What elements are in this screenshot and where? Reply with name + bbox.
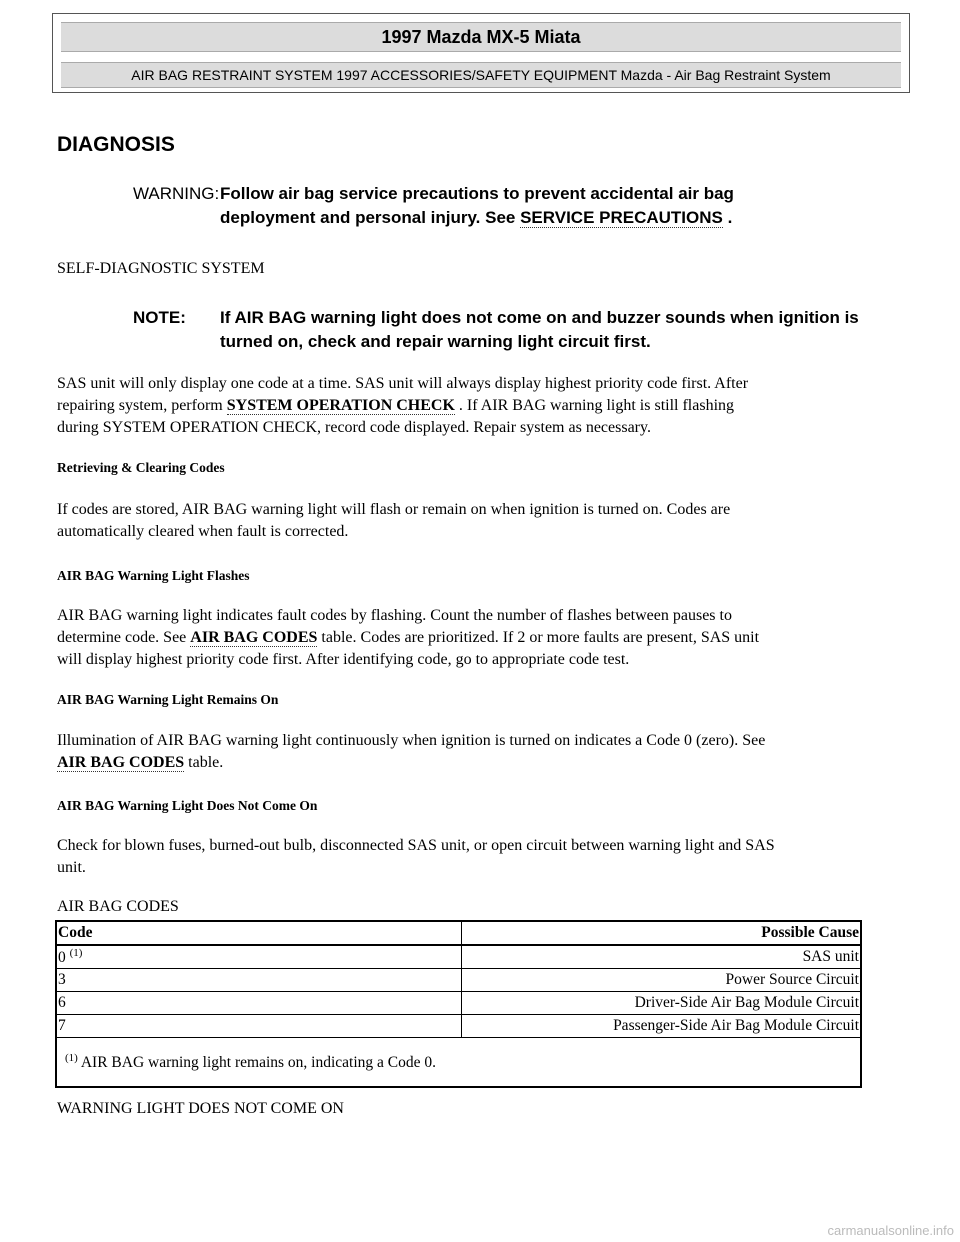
note-label: NOTE: xyxy=(133,308,186,327)
self-diagnostic-heading: SELF-DIAGNOSTIC SYSTEM xyxy=(57,260,265,277)
warning-line-2-pre: deployment and personal injury. See xyxy=(220,208,521,227)
cause-cell: Power Source Circuit xyxy=(462,969,862,992)
footnote-marker: (1) xyxy=(69,946,83,959)
flashes-paragraph xyxy=(57,605,759,671)
retrieving-heading: Retrieving & Clearing Codes xyxy=(57,460,225,475)
table-header-row xyxy=(56,921,861,945)
warning-label: WARNING: xyxy=(133,184,220,203)
not-come-on-line-2: unit. xyxy=(57,859,86,876)
remains-on-line-2-post: table. xyxy=(184,754,224,771)
warning-line-2 xyxy=(220,206,734,230)
section-heading: DIAGNOSIS xyxy=(57,133,175,156)
remains-on-heading: AIR BAG Warning Light Remains On xyxy=(57,692,279,707)
flashes-line-2-post: table. Codes are prioritized. If 2 or more faults are present, SAS unit xyxy=(317,629,760,646)
code-cell: 7 xyxy=(56,1015,462,1038)
footnote-text: AIR BAG warning light remains on, indicating a Code 0. xyxy=(77,1054,437,1072)
code-cell: 3 xyxy=(56,969,462,992)
flashes-line-1: AIR BAG warning light indicates fault codes by flashing. Count the number of flashes between pauses to xyxy=(57,607,732,624)
flashes-line-2-pre: determine code. See xyxy=(57,629,191,646)
service-precautions-link[interactable]: SERVICE PRECAUTIONS xyxy=(520,208,723,227)
code-cell: 6 xyxy=(56,992,462,1015)
flashes-line-2 xyxy=(57,627,759,649)
table-footnote-row xyxy=(56,1038,861,1088)
cause-cell: SAS unit xyxy=(462,945,862,969)
table-row xyxy=(56,969,861,992)
retrieving-line-2: automatically cleared when fault is corrected. xyxy=(57,523,349,540)
air-bag-codes-link-2[interactable]: AIR BAG CODES xyxy=(57,754,185,771)
code-value: 0 xyxy=(58,949,66,967)
remains-on-paragraph xyxy=(57,730,765,774)
page-header xyxy=(52,13,910,93)
retrieving-paragraph xyxy=(57,499,730,543)
note-line-2: turned on, check and repair warning light circuit first. xyxy=(220,332,651,351)
air-bag-codes-heading: AIR BAG CODES xyxy=(57,898,179,915)
flashes-line-3: will display highest priority code first. After identifying code, go to appropriate code test. xyxy=(57,651,630,668)
note-line-1: If AIR BAG warning light does not come on and buzzer sounds when ignition is xyxy=(220,308,859,327)
sas-line-2 xyxy=(57,395,748,417)
sas-line-3: during SYSTEM OPERATION CHECK, record code displayed. Repair system as necessary. xyxy=(57,419,651,436)
warning-line-1: Follow air bag service precautions to prevent accidental air bag xyxy=(220,184,734,203)
warning-text xyxy=(220,182,734,230)
code-cell xyxy=(56,945,462,969)
not-come-on-line-1: Check for blown fuses, burned-out bulb, disconnected SAS unit, or open circuit between warning light and SAS xyxy=(57,837,775,854)
column-header-code: Code xyxy=(56,921,462,945)
air-bag-codes-table xyxy=(55,920,862,1088)
cause-cell: Driver-Side Air Bag Module Circuit xyxy=(462,992,862,1015)
table-row xyxy=(56,945,861,969)
table-row xyxy=(56,1015,861,1038)
footnote-cell xyxy=(56,1038,861,1088)
system-operation-check-link[interactable]: SYSTEM OPERATION CHECK xyxy=(226,397,455,414)
column-header-cause: Possible Cause xyxy=(462,921,862,945)
cause-cell: Passenger-Side Air Bag Module Circuit xyxy=(462,1015,862,1038)
air-bag-codes-link[interactable]: AIR BAG CODES xyxy=(190,629,318,646)
not-come-on-heading: AIR BAG Warning Light Does Not Come On xyxy=(57,798,318,813)
flashes-heading: AIR BAG Warning Light Flashes xyxy=(57,568,250,583)
not-come-on-paragraph xyxy=(57,835,775,879)
watermark: carmanualsonline.info xyxy=(827,1223,954,1238)
sas-line-1: SAS unit will only display one code at a time. SAS unit will always display highest priority code first. After xyxy=(57,375,749,392)
warning-light-heading: WARNING LIGHT DOES NOT COME ON xyxy=(57,1100,344,1117)
manual-title: 1997 Mazda MX-5 Miata xyxy=(61,22,901,52)
sas-paragraph xyxy=(57,373,748,439)
table-row xyxy=(56,992,861,1015)
warning-line-2-post: . xyxy=(722,208,733,227)
remains-on-line-2 xyxy=(57,752,765,774)
note-text xyxy=(220,306,859,354)
footnote-sup: (1) xyxy=(65,1051,78,1064)
manual-subtitle: AIR BAG RESTRAINT SYSTEM 1997 ACCESSORIES/SAFETY EQUIPMENT Mazda - Air Bag Restraint System xyxy=(61,62,901,88)
sas-line-2-post: . If AIR BAG warning light is still flashing xyxy=(454,397,735,414)
retrieving-line-1: If codes are stored, AIR BAG warning light will flash or remain on when ignition is turned on. Codes are xyxy=(57,501,731,518)
remains-on-line-1: Illumination of AIR BAG warning light continuously when ignition is turned on indicates a Code 0 (zero). See xyxy=(57,732,766,749)
sas-line-2-pre: repairing system, perform xyxy=(57,397,227,414)
